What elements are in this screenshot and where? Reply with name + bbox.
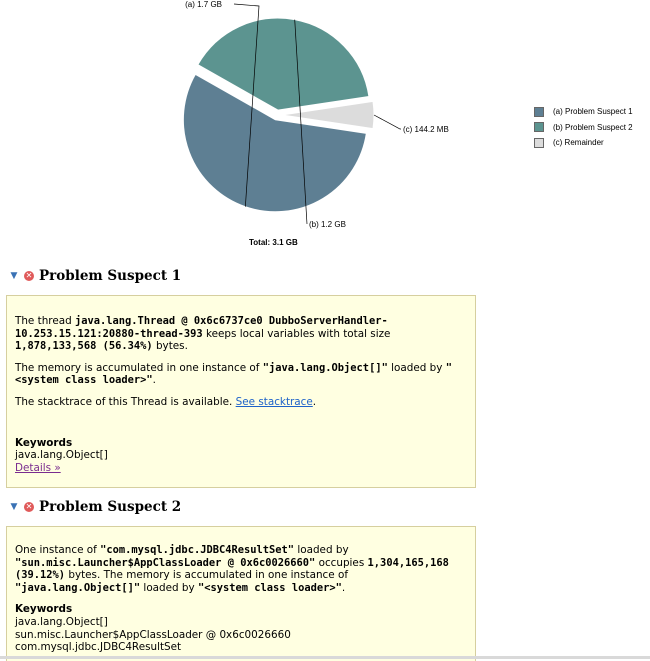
class-name: "java.lang.Object[]" (262, 361, 388, 374)
text: One instance of (15, 544, 101, 556)
suspect-2-paragraph-1 (15, 544, 467, 594)
suspect-1-panel (6, 295, 476, 488)
slice-label-c: (c) 144.2 MB (403, 125, 449, 134)
suspect-1-paragraph-3 (15, 396, 467, 409)
chart-legend (534, 104, 633, 151)
text: . (152, 374, 156, 387)
text: . (341, 581, 346, 594)
keyword-item: sun.misc.Launcher$AppClassLoader @ 0x6c0026660 (15, 628, 291, 641)
suspect-1-paragraph-2 (15, 362, 467, 387)
legend-swatch-a (534, 107, 544, 117)
keyword-item: java.lang.Object[] (15, 449, 108, 462)
suspect-2-header (8, 499, 181, 515)
suspect-2-panel (6, 526, 476, 661)
chart-total: Total: 3.1 GB (249, 238, 298, 247)
text: loaded by (387, 361, 446, 374)
collapse-toggle-icon[interactable]: ▼ (10, 271, 18, 281)
slice-label-b: (b) 1.2 GB (309, 220, 346, 229)
class-name: "java.lang.Object[]" (15, 581, 141, 594)
legend-label-b: (b) Problem Suspect 2 (553, 122, 633, 132)
legend-item-a (534, 104, 633, 120)
legend-label-a: (a) Problem Suspect 1 (553, 107, 633, 117)
keyword-item: java.lang.Object[] (15, 615, 108, 628)
error-icon: ✕ (25, 502, 33, 511)
legend-label-c: (c) Remainder (553, 138, 604, 148)
collapse-toggle-icon[interactable]: ▼ (10, 502, 18, 512)
class-name: "com.mysql.jdbc.JDBC4ResultSet" (100, 544, 295, 556)
text: bytes. The memory is accumulated in one instance of (65, 569, 348, 582)
thread-name: java.lang.Thread @ 0x6c6737ce0 DubboServerHandler-10.253.15.121:20880-thread-393 (15, 315, 388, 340)
keyword-item: com.mysql.jdbc.JDBC4ResultSet (15, 641, 182, 654)
text: The thread (15, 315, 75, 327)
legend-swatch-b (534, 122, 544, 132)
keywords-heading: Keywords (15, 603, 73, 616)
text: The memory is accumulated in one instance of (15, 361, 263, 374)
text: bytes. (152, 340, 188, 353)
see-stacktrace-link[interactable]: See stacktrace (235, 395, 313, 408)
class-loader: "sun.misc.Launcher$AppClassLoader @ 0x6c0026660" (15, 556, 316, 569)
class-loader: "<system class loader>" (15, 361, 452, 387)
legend-swatch-c (534, 138, 544, 148)
slice-label-a: (a) 1.7 GB (185, 0, 222, 9)
leader-line-c (374, 115, 401, 129)
text: occupies (315, 556, 368, 569)
class-loader: "<system class loader>" (197, 581, 342, 594)
legend-item-c (534, 135, 633, 151)
text: keeps local variables with total size (202, 327, 391, 340)
text: loaded by (140, 581, 198, 594)
text: loaded by (294, 544, 349, 556)
details-link[interactable]: Details » (15, 461, 61, 474)
legend-item-b (534, 120, 633, 136)
text: The stacktrace of this Thread is available. (15, 395, 236, 408)
suspect-1-header (8, 268, 181, 284)
text: . (312, 395, 317, 408)
keywords-heading: Keywords (15, 436, 73, 449)
error-icon: ✕ (25, 271, 33, 280)
suspect-1-paragraph-1 (15, 315, 467, 353)
retained-size: 1,878,133,568 (56.34%) (15, 340, 153, 353)
suspect-1-title: Problem Suspect 1 (39, 268, 182, 284)
suspect-2-title: Problem Suspect 2 (39, 499, 182, 515)
retained-size: 1,304,165,168 (39.12%) (15, 556, 449, 582)
